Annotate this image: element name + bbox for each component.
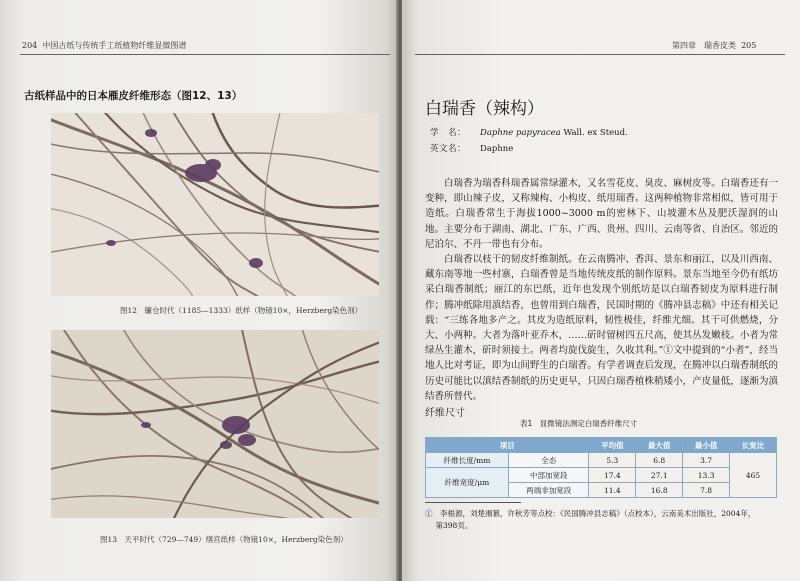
scientific-author: Wall. ex Steud. [560, 128, 628, 138]
cell-average: 11.4 [589, 483, 636, 498]
entry-title: 白瑞香（辣构） [425, 99, 544, 119]
right-header-chapter: 第四章 瑞香皮类 [672, 41, 736, 50]
row-label: 纤维长度/mm [426, 453, 509, 468]
fiber-size-table [425, 437, 777, 498]
body-paragraph: 白瑞香为瑞香科瑞香属常绿灌木，又名雪花皮、臭皮、麻树皮等。白瑞香还有一变种，即山辣子皮，又称辣构、小构皮、纸用瑞香。这两种植物非常相似，皆可用于造纸。白瑞香常生于海拔1000~3000 m的密林下、山坡灌木丛及肥沃湿润的山地。主要分布于湖南、湖北、广东、广西、贵州、四川、云南等省、自治区。邻近的尼泊尔、不丹一带也有分布。 [425, 178, 778, 250]
footnote [425, 508, 777, 532]
scientific-name: Daphne papyracea [480, 128, 561, 138]
section-title: 古纸样品中的日本雁皮纤维形态（图12、13） [24, 90, 243, 102]
left-header-rule [20, 54, 390, 55]
english-name-row [430, 142, 513, 154]
cell-average: 17.4 [589, 468, 636, 483]
table-header-row [426, 438, 777, 453]
right-page-number: 205 [741, 41, 757, 50]
left-page [0, 0, 398, 581]
footnote-rule [425, 502, 521, 503]
figure-13-caption: 图13 天平时代（729—749）缮宫纸样（物镜10×，Herzberg染色剂） [100, 535, 348, 544]
cell-min: 7.8 [683, 483, 730, 498]
cell-max: 6.8 [636, 453, 683, 468]
cell-min: 3.7 [683, 453, 730, 468]
header-max: 最大值 [636, 438, 683, 453]
figure-12-caption: 图12 镰仓时代（1185—1333）纸样（物镜10×，Herzberg染色剂） [120, 306, 363, 315]
header-item: 项目 [426, 438, 589, 453]
cell-ratio: 465 [730, 453, 777, 498]
header-min: 最小值 [683, 438, 730, 453]
fiber-size-heading: 纤维尺寸 [425, 408, 465, 419]
left-header-title: 中国古纸与传统手工纸植物纤维显微图谱 [42, 41, 187, 50]
row-label: 纤维宽度/μm [426, 468, 509, 498]
left-running-header [22, 40, 186, 51]
figure-12-micrograph [51, 113, 379, 296]
body-paragraph: 白瑞香以枝干的韧皮纤维制纸。在云南腾冲、香洱、景东和丽江，以及川西南、藏东南等地一些村寨，白瑞香曾是当地传统皮纸的制作原料。景东当地至今仍有纸坊采白瑞香制纸；丽江的东巴纸，近年也发现个别纸坊是以白瑞香韧皮为原料进行制作；腾冲纸除用滇结香，也曾用到白瑞香，民国时期的《腾冲县志稿》中还有相关记载：“三练各地多产之。其皮为造纸原料，韧性极佳，纤维尤细。其干可供燃烧，分大、小两种。大者为落叶亚乔木，……斫时留树四五尺高，使其丛发嫩枝。小者为常绿丛生灌木，斫时须接土。两者均旋伐旋生，久收其利。”①文中提到的“小者”，经当地人比对考证，即为山间野生的白瑞香。有学者调查后发现，在腾冲以白瑞香制纸的历史可能比以滇结香制纸的历史更早，只因白瑞香植株稍矮小，产皮量低，逐渐为滇结香所替代。 [425, 254, 778, 402]
cell-max: 27.1 [636, 468, 683, 483]
right-header-rule [415, 54, 785, 55]
footnote-line: 第398页。 [435, 521, 473, 530]
header-ratio: 长宽比 [730, 438, 777, 453]
figure-13-micrograph [51, 330, 379, 518]
table-row [426, 453, 777, 468]
cell-average: 5.3 [589, 453, 636, 468]
footnote-line: ① 李根源，刘楚湘篡，许秋芳等点校：《民国腾冲县志稿》（点校本），云南美术出版社，2004年， [425, 509, 756, 518]
cell-max: 16.8 [636, 483, 683, 498]
body-text [425, 176, 778, 404]
left-page-number: 204 [22, 41, 38, 50]
scientific-name-label: 学 名： [430, 128, 467, 138]
right-running-header [672, 40, 756, 51]
english-name: Daphne [480, 144, 514, 154]
english-name-label: 英文名： [430, 144, 467, 154]
table-caption: 表1 显微镜法测定白瑞香纤维尺寸 [520, 419, 638, 428]
cell-min: 13.3 [683, 468, 730, 483]
row-sublabel: 全态 [509, 453, 589, 468]
row-sublabel: 两端非加宽段 [509, 483, 589, 498]
header-average: 平均值 [589, 438, 636, 453]
scientific-name-row [430, 126, 628, 138]
row-sublabel: 中部加宽段 [509, 468, 589, 483]
table-row [426, 468, 777, 483]
